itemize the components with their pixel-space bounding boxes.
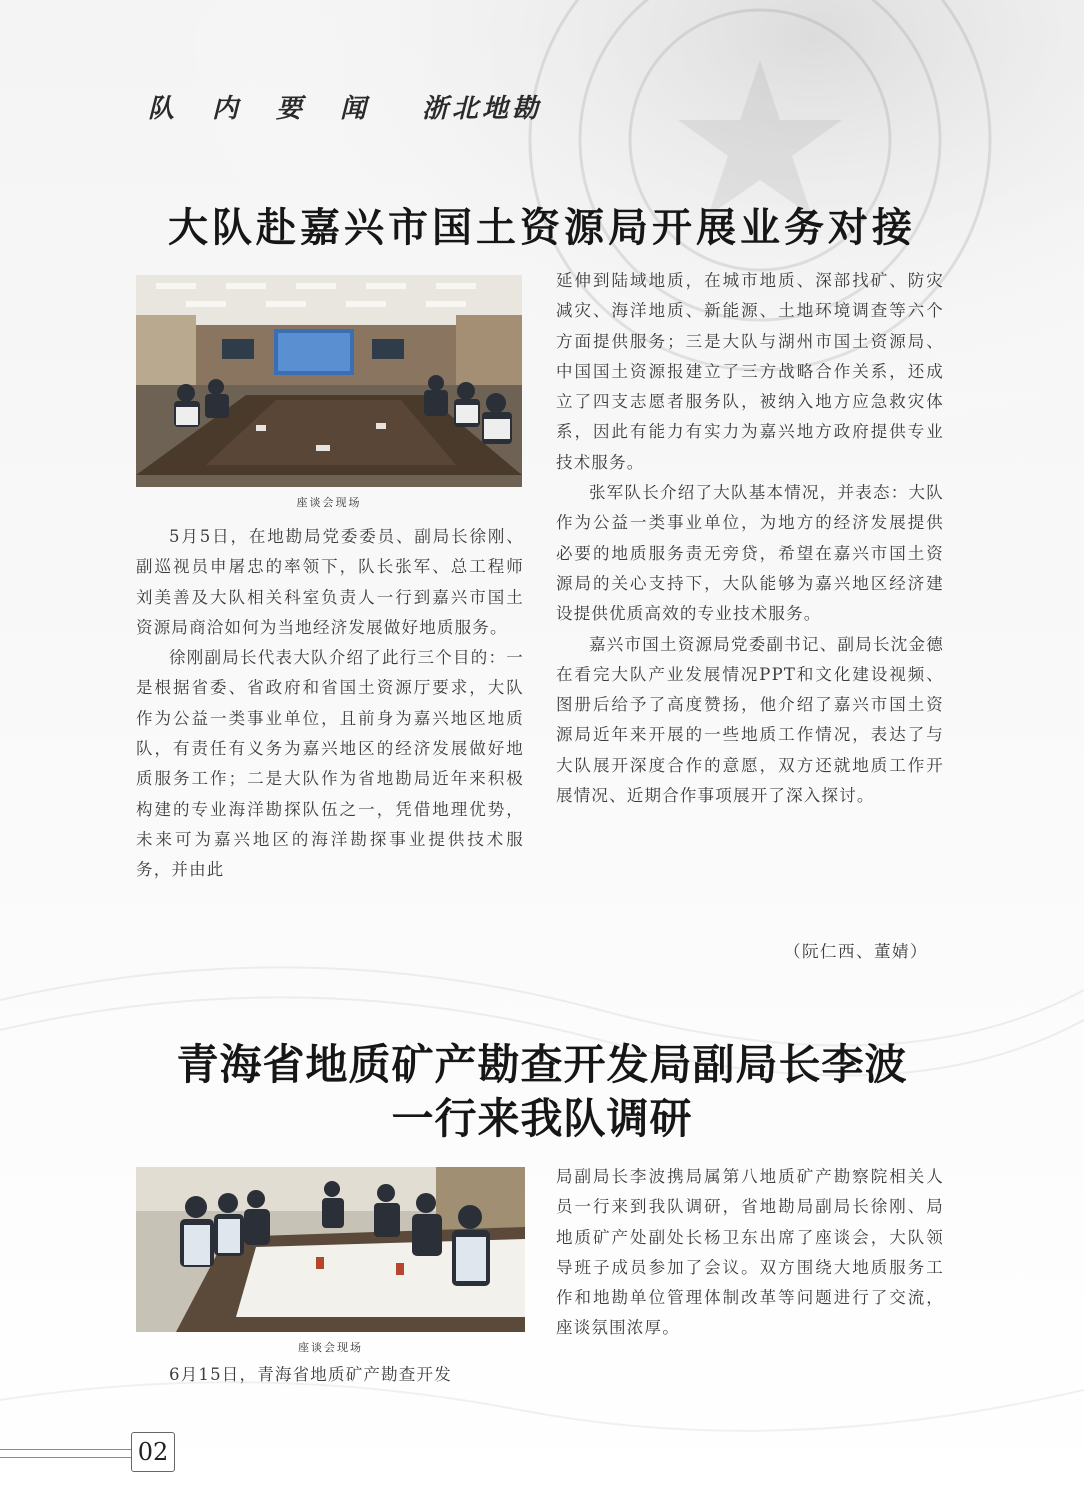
article2-photo: [136, 1167, 525, 1332]
article2-left-column: [136, 1360, 524, 1390]
article1-title: 大队赴嘉兴市国土资源局开展业务对接: [168, 205, 916, 251]
article1-paragraph-continued: 延伸到陆域地质，在城市地质、深部找矿、防灾减灾、海洋地质、新能源、土地环境调查等六个方面提供服务；三是大队与湖州市国土资源局、中国国土资源报建立了三方战略合作关系，还成立了四支志愿者服务队，被纳入地方应急救灾体系，因此有能力有实力为嘉兴地方政府提供专业技术服务。: [556, 271, 944, 472]
article1-paragraph: 嘉兴市国土资源局党委副书记、副局长沈金德在看完大队产业发展情况PPT和文化建设视频、图册后给予了高度赞扬，他介绍了嘉兴市国土资源局近年来开展的一些地质工作情况，表达了与大队展开深度合作的意愿，双方还就地质工作开展情况、近期合作事项展开了深入探讨。: [556, 634, 944, 806]
article2-paragraph: 6月15日，青海省地质矿产勘查开发: [169, 1365, 452, 1384]
footer-rule: [0, 1457, 134, 1458]
article1-photo: [136, 275, 522, 487]
article1-photo-caption: 座谈会现场: [296, 496, 362, 509]
article1-paragraph: 5月5日，在地勘局党委委员、副局长徐刚、副巡视员申屠忠的率领下，队长张军、总工程师刘美善及大队相关科室负责人一行到嘉兴市国土资源局商洽如何为当地经济发展做好地质服务。: [136, 527, 524, 637]
section-label: 队内要闻: [148, 94, 405, 124]
article1-byline: （阮仁西、董婧）: [784, 942, 928, 961]
page-number: 02: [131, 1432, 175, 1472]
article2-title-line2: 一行来我队调研: [391, 1094, 693, 1143]
publication-name: 浙北地勘: [422, 94, 543, 124]
article2-title: [0, 1038, 1084, 1146]
article1-paragraph: 徐刚副局长代表大队介绍了此行三个目的：一是根据省委、省政府和省国土资源厅要求，大队作为公益一类事业单位，且前身为嘉兴地区地质队，有责任有义务为嘉兴地区的经济发展做好地质服务工作；二是大队作为省地勘局近年来积极构建的专业海洋勘探队伍之一，凭借地理优势，未来可为嘉兴地区的海洋勘探事业提供技术服务，并由此: [136, 648, 524, 880]
section-header: [148, 88, 542, 128]
article2-right-column: [556, 1162, 944, 1344]
article1-left-column: [136, 522, 524, 886]
footer-rule: [0, 1449, 134, 1450]
article1-paragraph: 张军队长介绍了大队基本情况，并表态：大队作为公益一类事业单位，为地方的经济发展提供必要的地质服务责无旁贷，希望在嘉兴市国土资源局的关心支持下，大队能够为嘉兴地区经济建设提供优质高效的专业技术服务。: [556, 483, 944, 624]
article2-photo-caption: 座谈会现场: [298, 1341, 363, 1354]
article2-paragraph-continued: 局副局长李波携局属第八地质矿产勘察院相关人员一行来到我队调研，省地勘局副局长徐刚、局地质矿产处副处长杨卫东出席了座谈会，大队领导班子成员参加了会议。双方围绕大地质服务工作和地勘单位管理体制改革等问题进行了交流，座谈氛围浓厚。: [556, 1167, 944, 1338]
article2-title-line1: 青海省地质矿产勘查开发局副局长李波: [176, 1040, 908, 1089]
article1-right-column: [556, 266, 944, 811]
